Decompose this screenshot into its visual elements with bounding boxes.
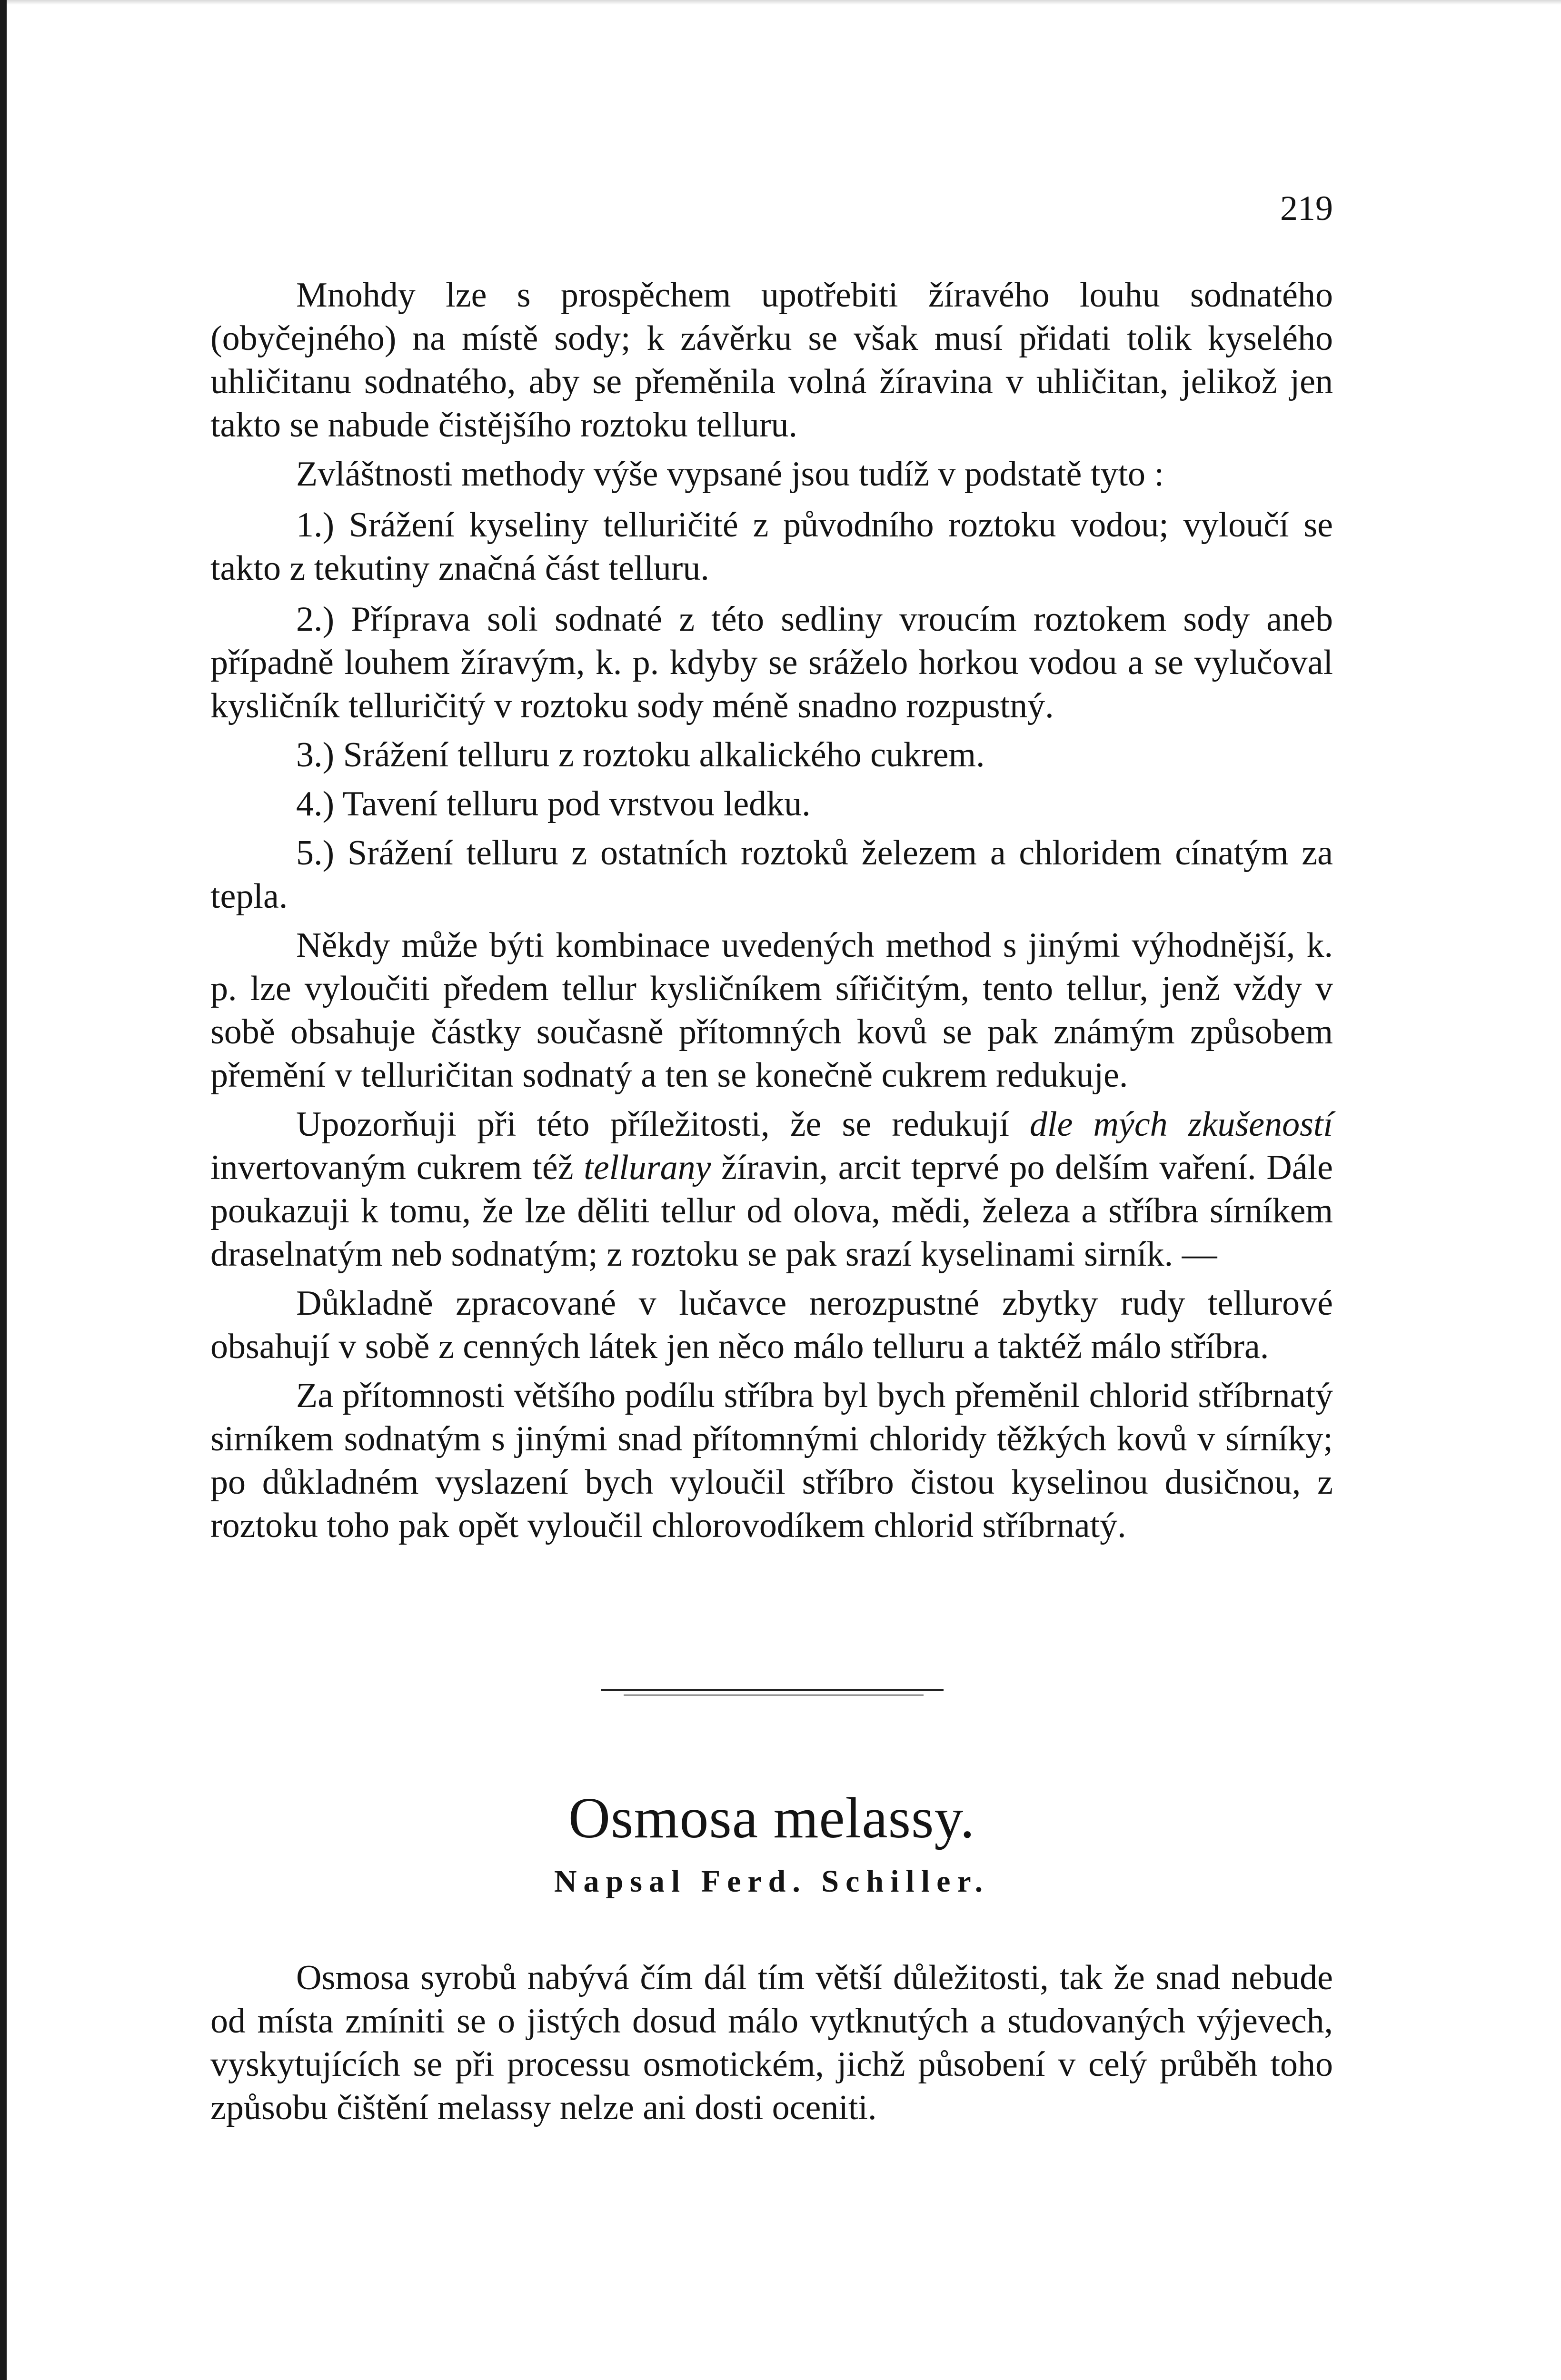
page-left-edge <box>0 0 7 2380</box>
list-item-3: 3.) Srážení telluru z roztoku alkalického cukrem. <box>296 735 985 774</box>
paragraph-silver: Za přítomnosti většího podílu stříbra byl bych přeměnil chlorid stříbrnatý sirníkem sodnatým s jinými snad přítomnými chloridy těžkých kovů v sírníky; po důkladném vyslazení bych vyloučil stříbro čistou kyselinou dusičnou, z roztoku toho pak opět vyloučil chlorovodíkem chlorid stříbrnatý. <box>210 1376 1333 1545</box>
section-author: Napsal Ferd. Schiller. <box>554 1864 990 1899</box>
paragraph-osmosa: Osmosa syrobů nabývá čím dál tím větší důležitosti, tak že snad nebude od místa zmíniti se o jistých dosud málo vytknutých a studovaných výjevech, vyskytujících se při processu osmotickém, jichž působení v celý průběh toho způsobu čištění melassy nelze ani dosti oceniti. <box>210 1958 1333 2127</box>
paragraph-note <box>210 1103 1333 1276</box>
paragraph-method-features: Zvláštnosti methody výše vypsané jsou tudíž v podstatě tyto : <box>296 455 1164 494</box>
section-title: Osmosa melassy. <box>568 1786 975 1850</box>
main-text-body <box>210 274 1333 1547</box>
paragraph-residues: Důkladně zpracované v lučavce nerozpustné zbytky rudy tellurové obsahují v sobě z cenných látek jen něco málo telluru a taktéž málo stříbra. <box>210 1284 1333 1366</box>
note-italic-experience: dle mých zkušeností <box>1030 1105 1333 1144</box>
note-text-c: invertovaným cukrem též <box>210 1148 574 1187</box>
list-item-5: 5.) Srážení telluru z ostatních roztoků železem a chloridem cínatým za tepla. <box>210 833 1333 916</box>
list-item-1: 1.) Srážení kyseliny telluričité z původního roztoku vodou; vyloučí se takto z tekutiny značná část telluru. <box>210 506 1333 588</box>
note-text-e: žíravin, arcit teprvé po delším vaření. Dále poukazuji k tomu, že lze děliti tellur od olova, mědi, železa a stříbra sírníkem draselnatým neb sodnatým; z roztoku se pak srazí kyselinami sirník. — <box>210 1148 1333 1274</box>
page-number: 219 <box>1280 189 1333 228</box>
page-top-edge <box>0 0 1561 5</box>
section-divider-line-thin <box>624 1695 924 1696</box>
paragraph-combination: Někdy může býti kombinace uvedených method s jinými výhodnější, k. p. lze vyloučiti předem tellur kysličníkem sířičitým, tento tellur, jenž vždy v sobě obsahuje částky současně přítomných kovů se pak známým způsobem přemění v telluričitan sodnatý a ten se konečně cukrem redukuje. <box>210 926 1333 1095</box>
paragraph-sodium-hydroxide: Mnohdy lze s prospěchem upotřebiti žíravého louhu sodnatého (obyčejného) na místě sody; k závěrku se však musí přidati tolik kyselého uhličitanu sodnatého, aby se přeměnila volná žíravina v uhličitan, jelikož jen takto se nabude čistějšího roztoku telluru. <box>210 276 1333 445</box>
note-text-a: Upozorňuji při této příležitosti, že se redukují <box>296 1105 1009 1144</box>
section-divider-line <box>601 1689 944 1691</box>
section-text-body <box>210 1956 1333 2130</box>
note-italic-tellurany: tellurany <box>584 1148 711 1187</box>
list-item-4: 4.) Tavení telluru pod vrstvou ledku. <box>296 784 811 823</box>
list-item-2: 2.) Příprava soli sodnaté z této sedliny vroucím roztokem sody aneb případně louhem žíravým, k. p. kdyby se sráželo horkou vodou a se vylučoval kysličník telluričitý v roztoku sody méně snadno rozpustný. <box>210 600 1333 725</box>
